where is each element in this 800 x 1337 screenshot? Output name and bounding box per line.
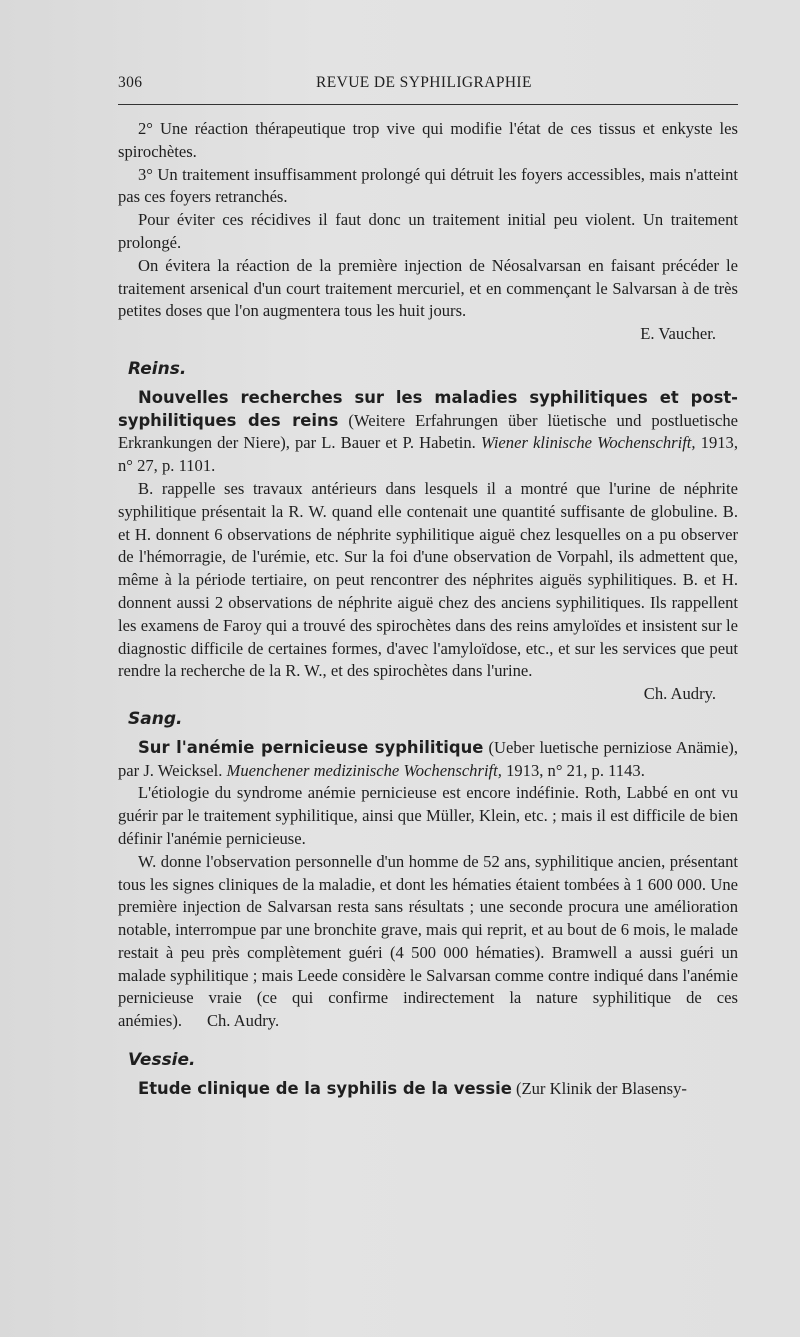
sang-paragraph-2 <box>118 851 738 1033</box>
reins-journal-name: Wiener klinische Wochenschrift, <box>480 433 696 453</box>
sang-paragraph-1: L'étiologie du syndrome anémie pernicieuse est encore indéfinie. Roth, Labbé en ont vu guérir par le traitement syphilitique, ainsi que Müller, Klein, etc. ; mais il est difficile de bien définir l'anémie pernicieuse. <box>118 783 738 848</box>
intro-signature: E. Vaucher. <box>640 324 716 344</box>
reins-article-subtitle: (Weitere Erfahrungen über lüetische und postluetische Erkrankungen der Niere), par L. Bauer et P. Habetin. <box>118 410 738 453</box>
intro-paragraph-4 <box>118 255 738 323</box>
reins-signature: Ch. Audry. <box>643 684 716 704</box>
vessie-article-subtitle: (Zur Klinik der Blasensy- <box>511 1078 687 1098</box>
header-rule <box>118 104 738 105</box>
page-number: 306 <box>118 74 143 91</box>
intro-paragraph-2: 3° Un traitement insuffisamment prolongé qui détruit les foyers accessibles, mais n'atteint pas ces foyers retranchés. <box>118 164 738 207</box>
sang-paragraph-2-text: W. donne l'observation personnelle d'un homme de 52 ans, syphilitique ancien, présentant tous les signes cliniques de la maladie, et dont les hématies étaient tombées à 1 600 000. Une première injection de Salvarsan resta sans résultats ; une seconde procura une amélioration notable, interrompue par une bronchite grave, mais qui reprit, et au bout de 6 mois, le malade restait à peu près complètement guéri (4 500 000 hématies). Bramwell a aussi guéri un malade syphilitique ; mais Leede considère le Salvarsan comme contre indiqué dans l'anémie pernicieuse vraie (ce qui confirme indirectement la nature syphilitique de ces anémies). <box>118 851 738 1031</box>
intro-paragraph-4-text: On évitera la réaction de la première injection de Néosalvarsan en faisant précéder le traitement arsenical d'un court traitement mercuriel, et en commençant le Salvarsan à de très petites doses que l'on augmentera tous les huit jours. <box>118 255 738 321</box>
reins-summary: B. rappelle ses travaux antérieurs dans lesquels il a montré que l'urine de néphrite syphilitique présentait la R. W. quand elle contenait une quantité suffisante de globuline. B. et H. donnent 6 observations de néphrite syphilitique aiguë chez lesquelles on a pu observer de l'hémorragie, de l'urémie, etc. Sur la foi d'une observation de Vorpahl, ils admettent que, même à la période tertiaire, on peut rencontrer des néphrites aiguës syphilitiques. B. et H. donnent aussi 2 observations de néphrite aiguë chez des anciens syphilitiques. Ils rappellent les examens de Faroy qui a trouvé des spirochètes dans des reins amyloïdes et insistent sur le diagnostic difficile de certaines formes, d'avec l'amyloïdose, etc., et sur les services que peut rendre la recherche de la R. W., et des spirochètes dans l'urine. <box>118 478 738 681</box>
sang-journal-name: Muenchener medizinische Wochenschrift, <box>226 760 502 780</box>
section-heading-reins: Reins. <box>128 358 187 379</box>
vessie-article-title: Etude clinique de la syphilis de la vessie <box>138 1078 512 1098</box>
sang-article-heading <box>118 737 738 783</box>
reins-article-title: Nouvelles recherches sur les maladies syphilitiques et post-syphilitiques des reins <box>118 387 738 430</box>
sang-signature: Ch. Audry. <box>206 1011 280 1031</box>
journal-title: REVUE DE SYPHILIGRAPHIE <box>316 74 532 91</box>
section-heading-sang: Sang. <box>128 708 183 729</box>
running-header <box>118 74 738 96</box>
intro-paragraph-1: 2° Une réaction thérapeutique trop vive qui modifie l'état de ces tissus et enkyste les spirochètes. <box>118 119 738 161</box>
intro-paragraph-3: Pour éviter ces récidives il faut donc un traitement initial peu violent. Un traitement prolongé. <box>118 210 738 252</box>
section-heading-vessie: Vessie. <box>128 1050 196 1071</box>
sang-reference: 1913, n° 21, p. 1143. <box>501 760 645 780</box>
vessie-article-heading <box>118 1078 738 1101</box>
article-body <box>118 118 738 1101</box>
sang-article-title: Sur l'anémie pernicieuse syphilitique <box>138 737 484 757</box>
sang-article-subtitle: (Ueber luetische perniziose Anämie), par J. Weicksel. <box>118 737 738 780</box>
reins-article-heading <box>118 387 738 478</box>
reins-reference: 1913, n° 27, p. 1101. <box>118 433 738 476</box>
